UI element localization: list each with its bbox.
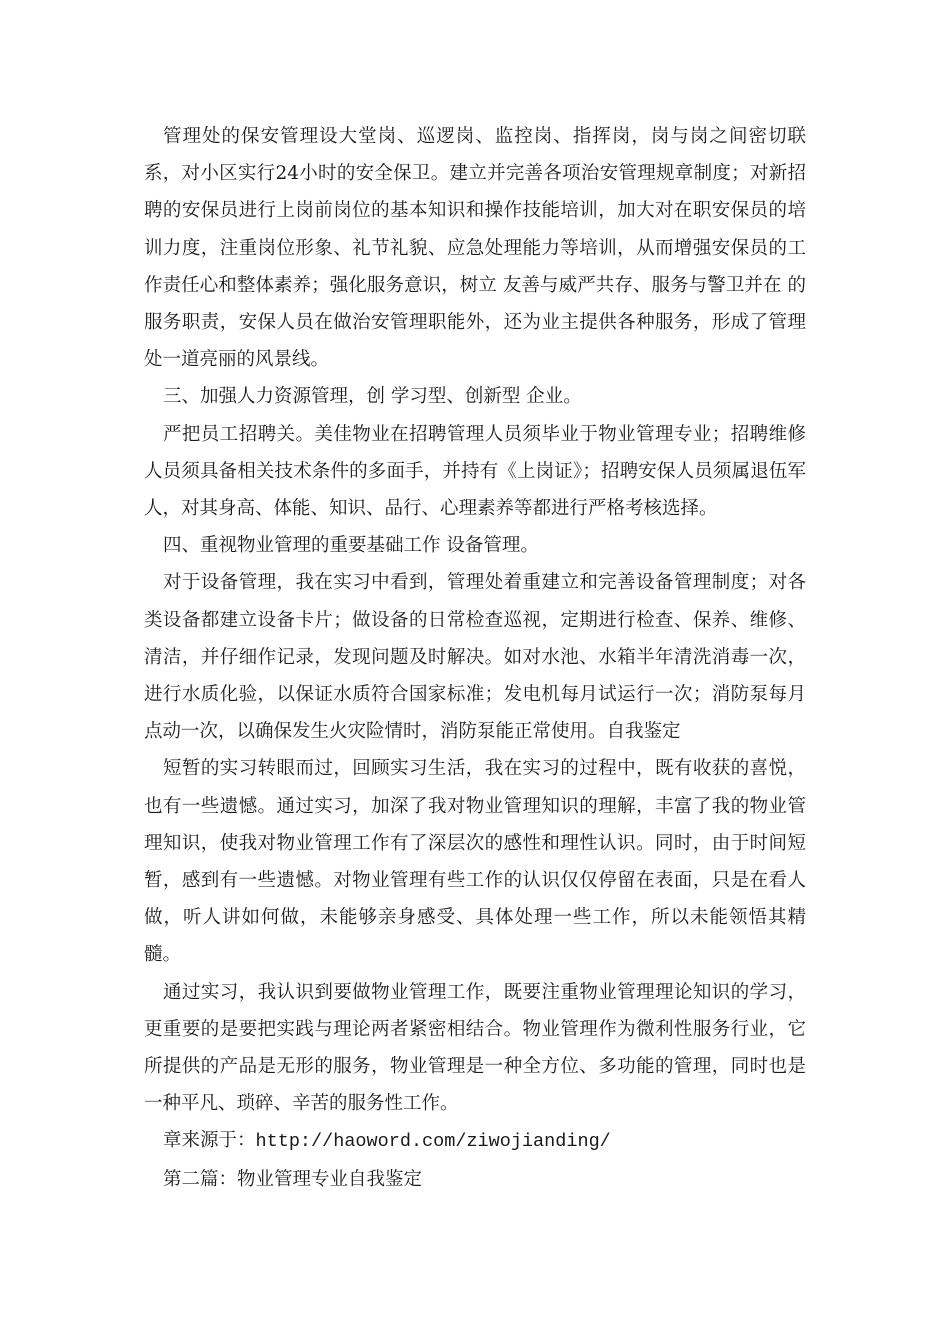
- paragraph-security-management: [144, 118, 806, 378]
- heading-text: 三、加强人力资源管理，创 学习型、创新型 企业。: [163, 386, 582, 408]
- paragraph-equipment: [144, 564, 806, 750]
- paragraph-conclusion: [144, 974, 806, 1123]
- source-link[interactable]: http://haoword.com/ziwojianding/: [255, 1131, 611, 1153]
- heading-hr-management: [144, 378, 806, 415]
- heading-equipment-management: [144, 527, 806, 564]
- paragraph-text: 严把员工招聘关。美佳物业在招聘管理人员须毕业于物业管理专业；招聘维修人员须具备相关技术条件的多面手，并持有《上岗证》；招聘安保人员须属退伍军人，对其身高、体能、知识、品行、心理素养等都进行严格考核选择。: [144, 423, 806, 520]
- next-title-text: 第二篇：物业管理专业自我鉴定: [163, 1168, 423, 1190]
- paragraph-text: 管理处的保安管理设大堂岗、巡逻岗、监控岗、指挥岗，岗与岗之间密切联系，对小区实行24小时的安全保卫。建立并完善各项治安管理规章制度；对新招聘的安保员进行上岗前岗位的基本知识和操作技能培训，加大对在职安保员的培训力度，注重岗位形象、礼节礼貌、应急处理能力等培训，从而增强安保员的工作责任心和整体素养；强化服务意识，树立 友善与威严共存、服务与警卫并在 的服务职责，安保人员在做治安管理职能外，还为业主提供各种服务，形成了管理处一道亮丽的风景线。: [144, 126, 806, 371]
- source-line: [144, 1122, 806, 1160]
- paragraph-recruitment: [144, 416, 806, 528]
- paragraph-text: 短暂的实习转眼而过，回顾实习生活，我在实习的过程中，既有收获的喜悦，也有一些遗憾。通过实习，加深了我对物业管理知识的理解，丰富了我的物业管理知识，使我对物业管理工作有了深层次的感性和理性认识。同时，由于时间短暂，感到有一些遗憾。对物业管理有些工作的认识仅仅停留在表面，只是在看人做，听人讲如何做，未能够亲身感受、具体处理一些工作，所以未能领悟其精髓。: [144, 758, 806, 966]
- source-prefix: 章来源于：: [163, 1130, 256, 1152]
- next-section-title: [144, 1161, 806, 1198]
- document-page: [144, 118, 806, 1198]
- paragraph-text: 对于设备管理，我在实习中看到，管理处着重建立和完善设备管理制度；对各类设备都建立设备卡片；做设备的日常检查巡视，定期进行检查、保养、维修、清洁，并仔细作记录，发现问题及时解决。如对水池、水箱半年清洗消毒一次，进行水质化验，以保证水质符合国家标准；发电机每月试运行一次；消防泵每月点动一次，以确保发生火灾险情时，消防泵能正常使用。自我鉴定: [144, 572, 806, 743]
- paragraph-internship-review: [144, 750, 806, 973]
- paragraph-text: 通过实习，我认识到要做物业管理工作，既要注重物业管理理论知识的学习，更重要的是要把实践与理论两者紧密相结合。物业管理作为微利性服务行业，它所提供的产品是无形的服务，物业管理是一种全方位、多功能的管理，同时也是一种平凡、琐碎、辛苦的服务性工作。: [144, 981, 806, 1115]
- heading-text: 四、重视物业管理的重要基础工作 设备管理。: [163, 535, 539, 557]
